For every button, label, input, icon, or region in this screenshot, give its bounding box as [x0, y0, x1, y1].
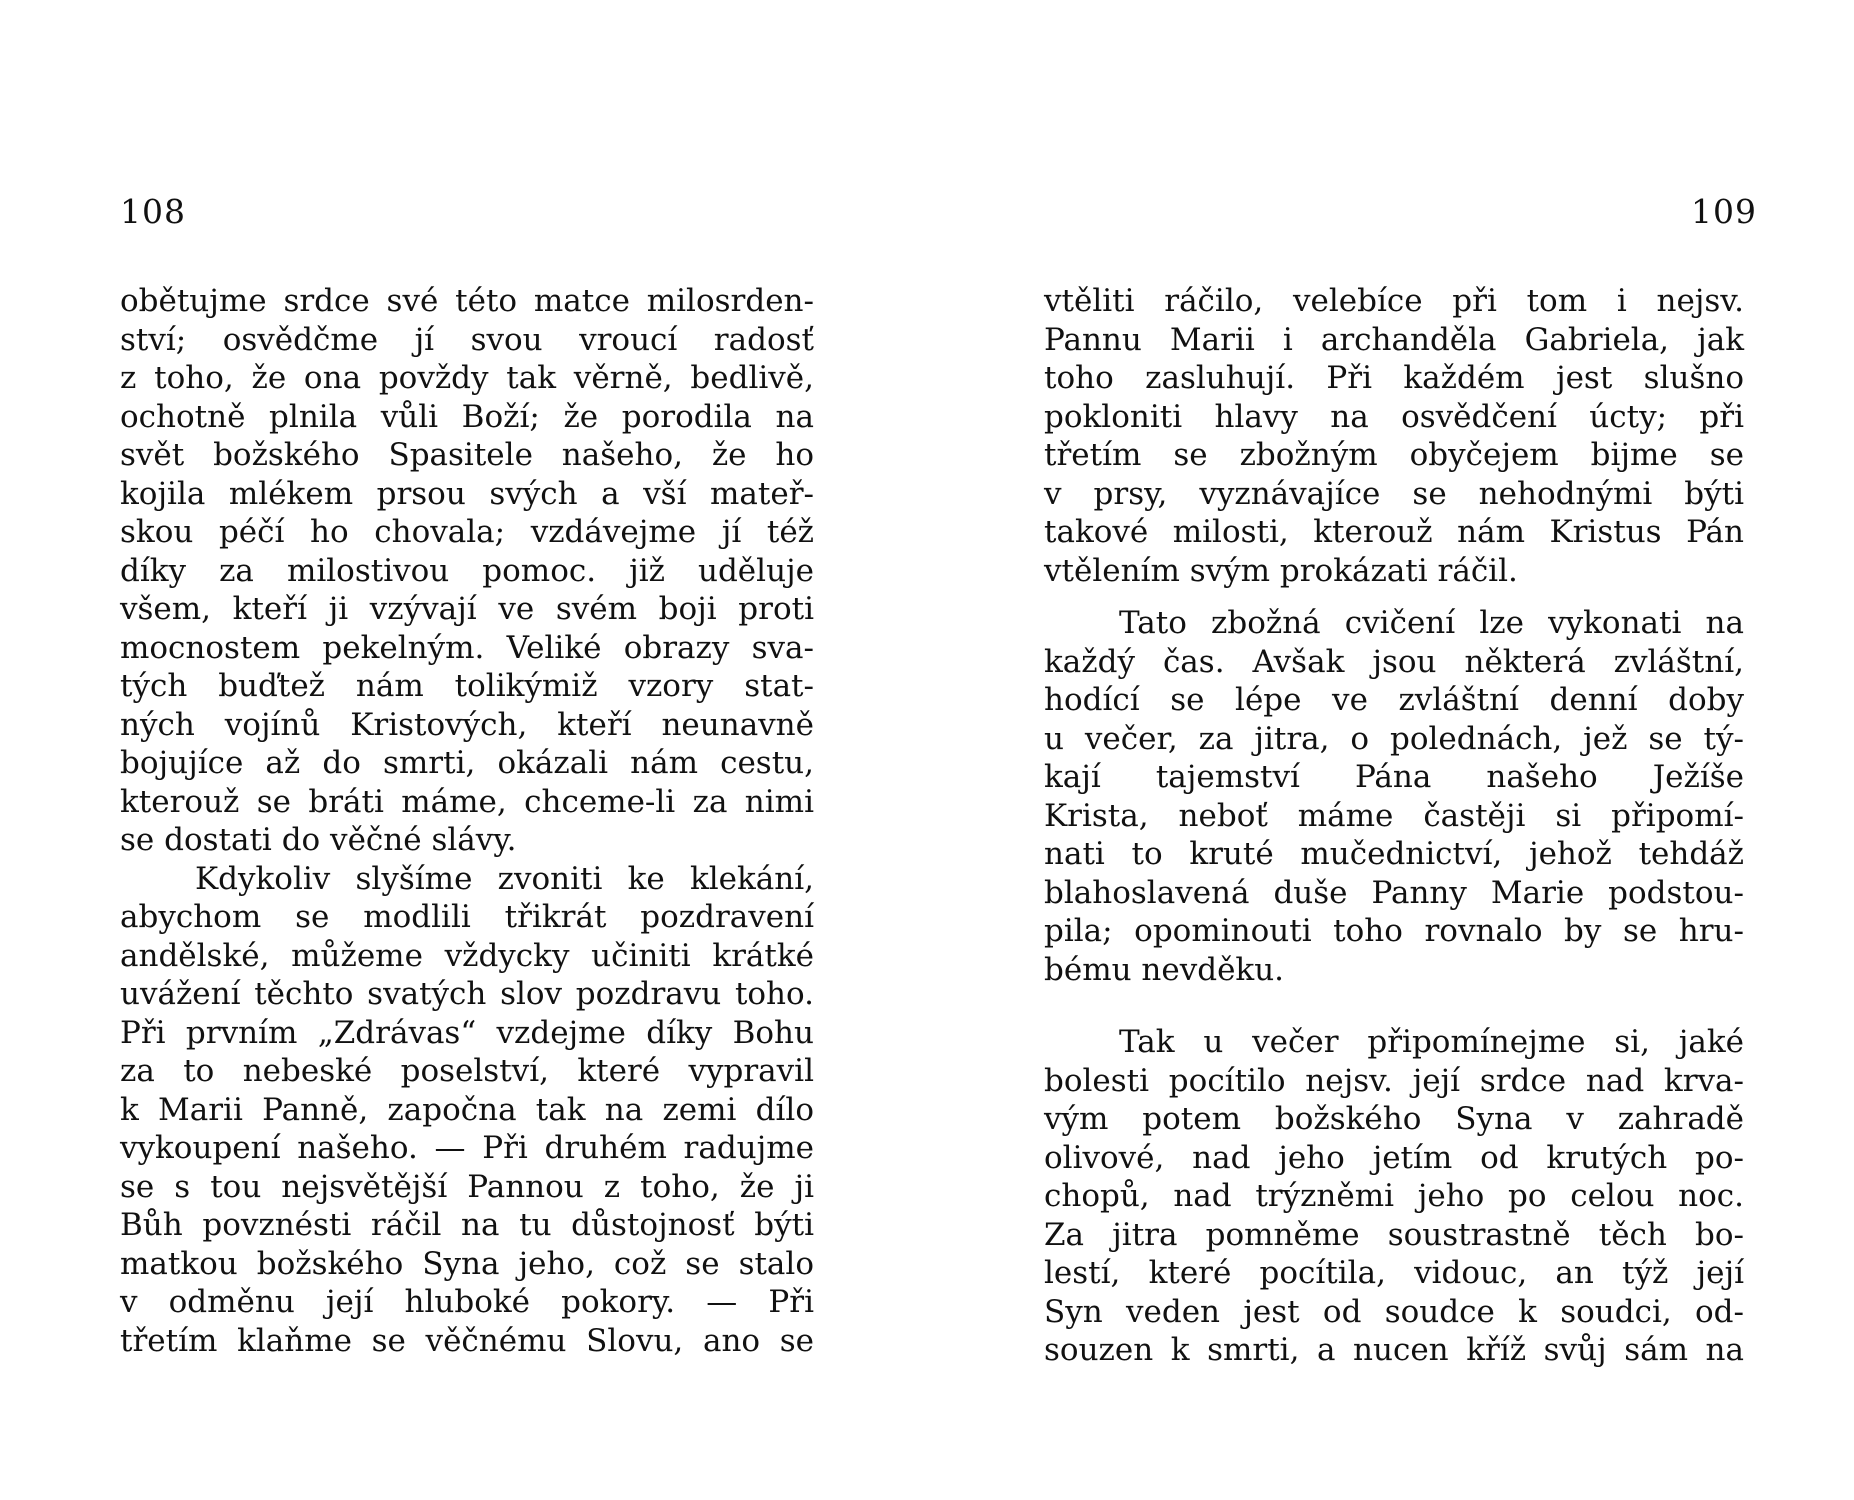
text-line: Pannu Marii i archanděla Gabriela, jak [1044, 321, 1744, 358]
page-number: 108 [120, 192, 186, 231]
text-line: chopů, nad trýzněmi jeho po celou noc. [1044, 1178, 1744, 1214]
text-line: bojujíce až do smrti, okázali nám cestu, [120, 745, 814, 781]
text-line: mocnostem pekelným. Veliké obrazy sva- [120, 629, 814, 666]
text-line: souzen k smrti, a nucen kříž svůj sám na [1044, 1332, 1744, 1368]
text-line: kají tajemství Pána našeho Ježíše [1044, 759, 1744, 795]
text-line: za to nebeské poselství, které vypravil [120, 1053, 814, 1089]
right-page [927, 0, 1854, 1500]
text-line: lestí, které pocítila, vidouc, an týž její [1044, 1255, 1744, 1291]
text-line: Syn veden jest od soudce k soudci, od- [1044, 1293, 1744, 1330]
text-line: andělské, můžeme vždycky učiniti krátké [120, 937, 814, 974]
text-line: třetím se zbožným obyčejem bijme se [1044, 437, 1744, 473]
text-line: v odměnu její hluboké pokory. — Při [120, 1284, 814, 1320]
text-line: bolesti pocítilo nejsv. její srdce nad krva- [1044, 1062, 1744, 1099]
text-line: díky za milostivou pomoc. již uděluje [120, 552, 814, 589]
paragraph-first-line: Tato zbožná cvičení lze vykonati na [1119, 605, 1744, 641]
text-line: u večer, za jitra, o polednách, jež se tý- [1044, 720, 1744, 757]
text-line: blahoslavená duše Panny Marie podstou- [1044, 874, 1744, 911]
text-line: ství; osvědčme jí svou vroucí radosť [120, 321, 814, 358]
text-line: vykoupení našeho. — Při druhém radujme [120, 1130, 814, 1166]
text-line: ných vojínů Kristových, kteří neunavně [120, 706, 814, 743]
text-line: bému nevděku. [1044, 951, 1285, 988]
text-line: uvážení těchto svatých slov pozdravu toho. [120, 976, 814, 1012]
text-line: Za jitra pomněme soustrastně těch bo- [1044, 1216, 1744, 1253]
text-line: se s tou nejsvětější Pannou z toho, že ji [120, 1168, 814, 1205]
text-line: obětujme srdce své této matce milosrden- [120, 283, 814, 319]
text-line: Při prvním „Zdrávas“ vzdejme díky Bohu [120, 1014, 814, 1051]
text-line: vtělením svým prokázati ráčil. [1044, 552, 1518, 589]
text-line: abychom se modlili třikrát pozdravení [120, 899, 814, 935]
left-text-column [120, 282, 814, 1360]
text-line: kojila mlékem prsou svých a vší mateř- [120, 475, 814, 512]
text-line: vým potem božského Syna v zahradě [1044, 1101, 1744, 1137]
text-line: v prsy, vyznávajíce se nehodnými býti [1044, 475, 1744, 512]
text-line: svět božského Spasitele našeho, že ho [120, 437, 814, 473]
text-line: toho zasluhují. Při každém jest slušno [1044, 360, 1744, 396]
text-line: vtěliti ráčilo, velebíce při tom i nejsv. [1044, 283, 1744, 319]
text-line: pokloniti hlavy na osvědčení úcty; při [1044, 398, 1744, 435]
text-line: tých buďtež nám tolikýmiž vzory stat- [120, 668, 814, 704]
text-line: ochotně plnila vůli Boží; že porodila na [120, 398, 814, 435]
text-line: Krista, neboť máme častěji si připomí- [1044, 797, 1744, 834]
text-line: z toho, že ona povždy tak věrně, bedlivě, [120, 360, 814, 396]
right-text-column [1044, 282, 1744, 1370]
paragraph-first-line: Kdykoliv slyšíme zvoniti ke klekání, [195, 860, 814, 897]
text-line: hodící se lépe ve zvláštní denní doby [1044, 682, 1744, 718]
text-line: se dostati do věčné slávy. [120, 822, 517, 858]
text-line: olivové, nad jeho jetím od krutých po- [1044, 1139, 1744, 1176]
text-line: Bůh povznésti ráčil na tu důstojnosť býti [120, 1207, 814, 1243]
text-line: skou péčí ho chovala; vzdávejme jí též [120, 514, 814, 550]
text-line: nati to kruté mučednictví, jehož tehdáž [1044, 836, 1744, 872]
text-line: pila; opominouti toho rovnalo by se hru- [1044, 913, 1744, 949]
text-line: všem, kteří ji vzývají ve svém boji proti [120, 591, 814, 627]
text-line: každý čas. Avšak jsou některá zvláštní, [1044, 643, 1744, 680]
text-line: takové milosti, kterouž nám Kristus Pán [1044, 514, 1744, 550]
text-line: k Marii Panně, započna tak na zemi dílo [120, 1091, 814, 1128]
text-line: matkou božského Syna jeho, což se stalo [120, 1245, 814, 1282]
text-line: kterouž se bráti máme, chceme-li za nimi [120, 783, 814, 820]
page-number: 109 [1691, 192, 1757, 231]
paragraph-first-line: Tak u večer připomínejme si, jaké [1119, 1024, 1744, 1060]
text-line: třetím klaňme se věčnému Slovu, ano se [120, 1322, 814, 1359]
